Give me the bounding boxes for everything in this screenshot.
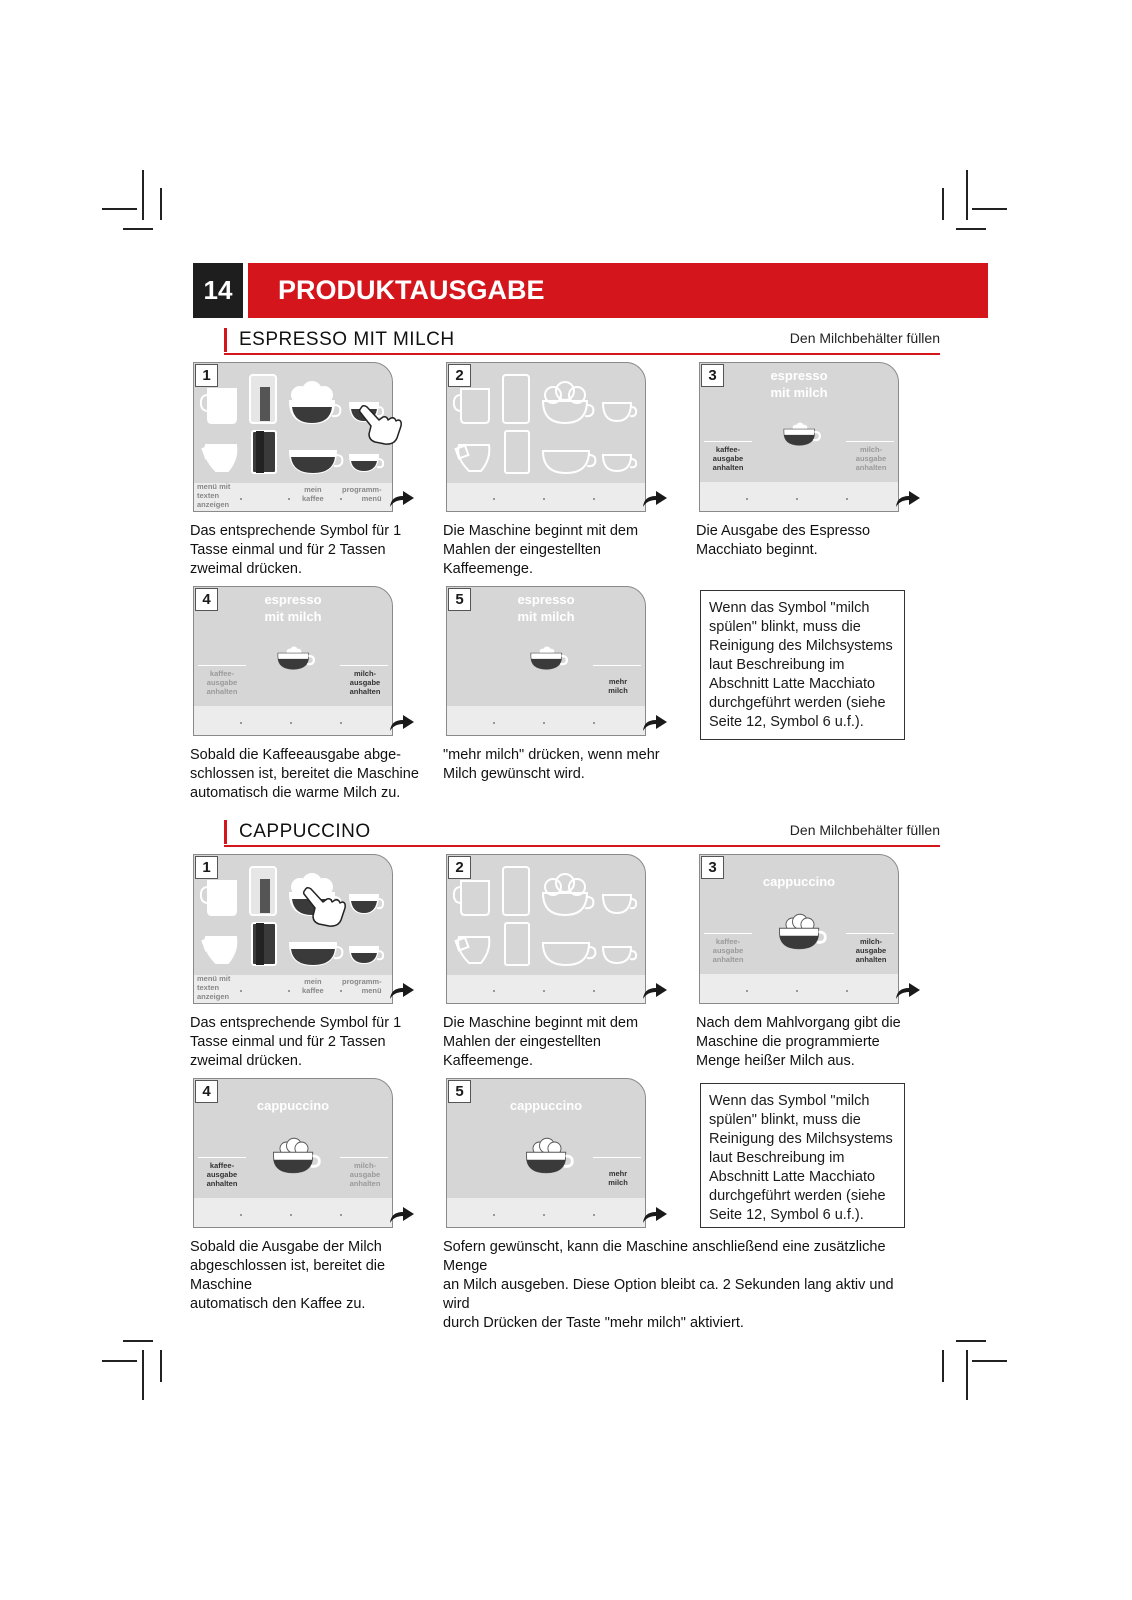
espresso-cup-icon <box>778 415 822 449</box>
display-bottom-strip <box>700 482 898 511</box>
text-line: anhalten <box>206 1179 238 1188</box>
text-line: espresso <box>264 592 322 607</box>
text-line: espresso <box>770 368 828 383</box>
next-step-arrow-icon <box>389 1206 415 1224</box>
step-caption <box>443 522 683 579</box>
page-number: 14 <box>193 263 243 318</box>
step-caption <box>696 522 936 560</box>
strip-dot <box>290 722 292 724</box>
strip-dot <box>240 722 242 724</box>
step-caption <box>190 746 430 803</box>
text-line: menü <box>361 986 382 995</box>
step-number: 3 <box>701 856 724 879</box>
screen-title <box>700 873 898 890</box>
screen-title <box>194 1097 392 1114</box>
text-line: Mahlen der eingestellten <box>443 1034 601 1050</box>
next-step-arrow-icon <box>895 982 921 1000</box>
step-caption <box>443 1238 923 1333</box>
text-line: Kaffeemenge. <box>443 561 534 577</box>
text-line: spülen" blinkt, muss die <box>709 619 861 635</box>
strip-dot <box>493 498 495 500</box>
screen-title <box>447 1097 645 1114</box>
text-line: abgeschlossen ist, bereitet die Maschine <box>190 1258 386 1293</box>
display-screen <box>446 854 646 1004</box>
text-line: ausgabe <box>349 678 381 687</box>
text-line: Das entsprechende Symbol für 1 <box>190 1015 402 1031</box>
strip-dot <box>593 1214 595 1216</box>
text-line: durch Drücken der Taste "mehr milch" aktiviert. <box>443 1315 744 1331</box>
next-step-arrow-icon <box>642 490 668 508</box>
text-line: anzeigen <box>197 992 230 1001</box>
strip-dot <box>340 990 342 992</box>
display-screen <box>193 586 393 736</box>
divider-line <box>593 1157 641 1158</box>
divider-line <box>593 665 641 666</box>
text-line: ausgabe <box>349 1170 381 1179</box>
text-line: "mehr milch" drücken, wenn mehr <box>443 747 660 763</box>
next-step-arrow-icon <box>389 490 415 508</box>
menu-texts-label <box>197 482 230 509</box>
step-caption <box>443 746 683 784</box>
step-number: 1 <box>195 364 218 387</box>
my-coffee-label <box>302 485 324 503</box>
strip-dot <box>288 498 290 500</box>
text-line: mit milch <box>264 609 322 624</box>
text-line: automatisch den Kaffee zu. <box>190 1296 366 1312</box>
page-title: PRODUKTAUSGABE <box>248 263 988 318</box>
screen-title <box>447 591 645 625</box>
text-line: Tasse einmal und für 2 Tassen <box>190 542 386 558</box>
text-line: cappuccino <box>509 1098 583 1113</box>
text-line: Kaffeemenge. <box>443 1053 534 1069</box>
more-milk-label <box>597 677 639 695</box>
next-step-arrow-icon <box>895 490 921 508</box>
text-line: texten <box>197 491 220 500</box>
text-line: automatisch die warme Milch zu. <box>190 785 401 801</box>
display-bottom-strip <box>447 975 645 1003</box>
strip-dot <box>543 1214 545 1216</box>
strip-dot <box>593 722 595 724</box>
text-line: Das entsprechende Symbol für 1 <box>190 523 402 539</box>
divider-line <box>198 665 246 666</box>
text-line: Reinigung des Milchsystems <box>709 638 893 654</box>
text-line: mein <box>304 485 322 494</box>
text-line: ausgabe <box>855 454 887 463</box>
text-line: programm- <box>342 977 382 986</box>
display-bottom-strip <box>447 483 645 511</box>
text-line: ausgabe <box>206 678 238 687</box>
strip-dot <box>240 498 242 500</box>
next-step-arrow-icon <box>642 1206 668 1224</box>
section-subtitle: Den Milchbehälter füllen <box>789 822 940 838</box>
program-menu-label <box>342 977 382 995</box>
text-line: Maschine die programmierte <box>696 1034 880 1050</box>
step-caption <box>190 1014 430 1071</box>
text-line: mehr <box>608 677 628 686</box>
strip-dot <box>846 990 848 992</box>
section-title: ESPRESSO MIT MILCH <box>224 328 455 352</box>
text-line: kaffee <box>302 494 324 503</box>
drink-symbols-icon <box>451 859 641 971</box>
text-line: menü mit <box>197 974 231 983</box>
text-line: kaffee- <box>715 937 741 946</box>
text-line: Seite 12, Symbol 6 u.f.). <box>709 1207 864 1223</box>
text-line: Milch gewünscht wird. <box>443 766 585 782</box>
espresso-cup-icon <box>272 639 316 673</box>
text-line: anhalten <box>349 1179 381 1188</box>
text-line: kaffee <box>302 986 324 995</box>
text-line: Sobald die Kaffeeausgabe abge- <box>190 747 401 763</box>
text-line: spülen" blinkt, muss die <box>709 1112 861 1128</box>
text-line: programm- <box>342 485 382 494</box>
strip-dot <box>240 1214 242 1216</box>
text-line: cappuccino <box>256 1098 330 1113</box>
text-line: Wenn das Symbol "milch <box>709 1093 870 1109</box>
milk-stop-label <box>344 1161 386 1188</box>
section-rule <box>224 353 940 355</box>
text-line: mein <box>304 977 322 986</box>
strip-dot <box>846 498 848 500</box>
coffee-stop-label <box>202 1161 242 1188</box>
text-line: Die Ausgabe des Espresso <box>696 523 871 539</box>
strip-dot <box>340 1214 342 1216</box>
pointing-hand-icon <box>301 884 347 930</box>
display-screen <box>193 854 393 1004</box>
display-bottom-strip <box>194 1198 392 1227</box>
next-step-arrow-icon <box>389 714 415 732</box>
text-line: Seite 12, Symbol 6 u.f.). <box>709 714 864 730</box>
drink-symbols-icon <box>451 367 641 479</box>
text-line: laut Beschreibung im <box>709 1150 845 1166</box>
screen-title <box>700 367 898 401</box>
section-rule <box>224 845 940 847</box>
menu-texts-label <box>197 974 230 1001</box>
next-step-arrow-icon <box>642 714 668 732</box>
text-line: zweimal drücken. <box>190 1053 303 1069</box>
display-bottom-strip <box>447 706 645 735</box>
text-line: Wenn das Symbol "milch <box>709 600 870 616</box>
next-step-arrow-icon <box>389 982 415 1000</box>
text-line: anzeigen <box>197 500 230 509</box>
text-line: cappuccino <box>762 874 836 889</box>
text-line: laut Beschreibung im <box>709 657 845 673</box>
text-line: anhalten <box>349 687 381 696</box>
text-line: texten <box>197 983 220 992</box>
text-line: espresso <box>517 592 575 607</box>
strip-dot <box>593 498 595 500</box>
strip-dot <box>340 498 342 500</box>
step-caption <box>443 1014 683 1071</box>
strip-dot <box>796 498 798 500</box>
text-line: Abschnitt Latte Macchiato <box>709 676 876 692</box>
display-screen <box>446 362 646 512</box>
step-number: 2 <box>448 364 471 387</box>
text-line: anhalten <box>855 463 887 472</box>
display-screen <box>446 1078 646 1228</box>
text-line: milch- <box>353 669 377 678</box>
strip-dot <box>340 722 342 724</box>
text-line: milch <box>608 1178 628 1187</box>
text-line: Nach dem Mahlvorgang gibt die <box>696 1015 901 1031</box>
text-line: an Milch ausgeben. Diese Option bleibt ca. 2 Sekunden lang aktiv und wird <box>443 1277 894 1312</box>
strip-dot <box>746 498 748 500</box>
divider-line <box>340 665 388 666</box>
info-note <box>700 1083 905 1228</box>
text-line: Die Maschine beginnt mit dem <box>443 1015 639 1031</box>
display-bottom-strip <box>447 1198 645 1227</box>
text-line: mit milch <box>770 385 828 400</box>
divider-line <box>846 441 894 442</box>
step-caption <box>190 522 430 579</box>
text-line: milch- <box>353 1161 377 1170</box>
step-number: 5 <box>448 1080 471 1103</box>
strip-dot <box>543 990 545 992</box>
section-subtitle: Den Milchbehälter füllen <box>789 330 940 346</box>
step-number: 1 <box>195 856 218 879</box>
info-note <box>700 590 905 740</box>
cappuccino-cup-icon <box>266 1135 322 1177</box>
text-line: Mahlen der eingestellten <box>443 542 601 558</box>
step-number: 4 <box>195 588 218 611</box>
text-line: mit milch <box>517 609 575 624</box>
strip-dot <box>290 1214 292 1216</box>
strip-dot <box>493 990 495 992</box>
display-screen <box>193 1078 393 1228</box>
text-line: anhalten <box>855 955 887 964</box>
step-number: 2 <box>448 856 471 879</box>
text-line: kaffee- <box>209 669 235 678</box>
pointing-hand-icon <box>357 402 403 448</box>
drink-symbols-icon <box>198 859 388 971</box>
text-line: anhalten <box>206 687 238 696</box>
divider-line <box>846 933 894 934</box>
section-title: CAPPUCCINO <box>224 820 371 844</box>
coffee-stop-label <box>708 937 748 964</box>
strip-dot <box>543 722 545 724</box>
cappuccino-cup-icon <box>519 1135 575 1177</box>
divider-line <box>704 933 752 934</box>
step-caption <box>696 1014 936 1071</box>
text-line: mehr <box>608 1169 628 1178</box>
divider-line <box>198 1157 246 1158</box>
text-line: Tasse einmal und für 2 Tassen <box>190 1034 386 1050</box>
coffee-stop-label <box>202 669 242 696</box>
espresso-cup-icon <box>525 639 569 673</box>
text-line: Sobald die Ausgabe der Milch <box>190 1239 382 1255</box>
text-line: ausgabe <box>855 946 887 955</box>
text-line: milch- <box>859 445 883 454</box>
text-line: kaffee- <box>715 445 741 454</box>
text-line: anhalten <box>712 955 744 964</box>
milk-stop-label <box>850 937 892 964</box>
strip-dot <box>288 990 290 992</box>
text-line: Die Maschine beginnt mit dem <box>443 523 639 539</box>
strip-dot <box>493 1214 495 1216</box>
strip-dot <box>493 722 495 724</box>
text-line: ausgabe <box>712 454 744 463</box>
text-line: durchgeführt werden (siehe <box>709 695 886 711</box>
strip-dot <box>746 990 748 992</box>
text-line: ausgabe <box>206 1170 238 1179</box>
text-line: durchgeführt werden (siehe <box>709 1188 886 1204</box>
strip-dot <box>593 990 595 992</box>
display-bottom-strip <box>700 974 898 1003</box>
text-line: Abschnitt Latte Macchiato <box>709 1169 876 1185</box>
text-line: menü <box>361 494 382 503</box>
program-menu-label <box>342 485 382 503</box>
step-number: 3 <box>701 364 724 387</box>
strip-dot <box>796 990 798 992</box>
text-line: anhalten <box>712 463 744 472</box>
text-line: ausgabe <box>712 946 744 955</box>
cappuccino-cup-icon <box>772 911 828 953</box>
text-line: Sofern gewünscht, kann die Maschine anschließend eine zusätzliche Menge <box>443 1239 886 1274</box>
milk-stop-label <box>344 669 386 696</box>
display-screen <box>446 586 646 736</box>
step-caption <box>190 1238 430 1314</box>
step-number: 4 <box>195 1080 218 1103</box>
text-line: milch- <box>859 937 883 946</box>
strip-dot <box>543 498 545 500</box>
text-line: Macchiato beginnt. <box>696 542 818 558</box>
text-line: schlossen ist, bereitet die Maschine <box>190 766 419 782</box>
next-step-arrow-icon <box>642 982 668 1000</box>
text-line: milch <box>608 686 628 695</box>
text-line: zweimal drücken. <box>190 561 303 577</box>
text-line: menü mit <box>197 482 231 491</box>
divider-line <box>340 1157 388 1158</box>
milk-stop-label <box>850 445 892 472</box>
my-coffee-label <box>302 977 324 995</box>
text-line: Menge heißer Milch aus. <box>696 1053 855 1069</box>
display-screen <box>699 362 899 512</box>
coffee-stop-label <box>708 445 748 472</box>
screen-title <box>194 591 392 625</box>
step-number: 5 <box>448 588 471 611</box>
display-screen <box>699 854 899 1004</box>
divider-line <box>704 441 752 442</box>
more-milk-label <box>597 1169 639 1187</box>
text-line: kaffee- <box>209 1161 235 1170</box>
strip-dot <box>240 990 242 992</box>
display-bottom-strip <box>194 706 392 735</box>
text-line: Reinigung des Milchsystems <box>709 1131 893 1147</box>
